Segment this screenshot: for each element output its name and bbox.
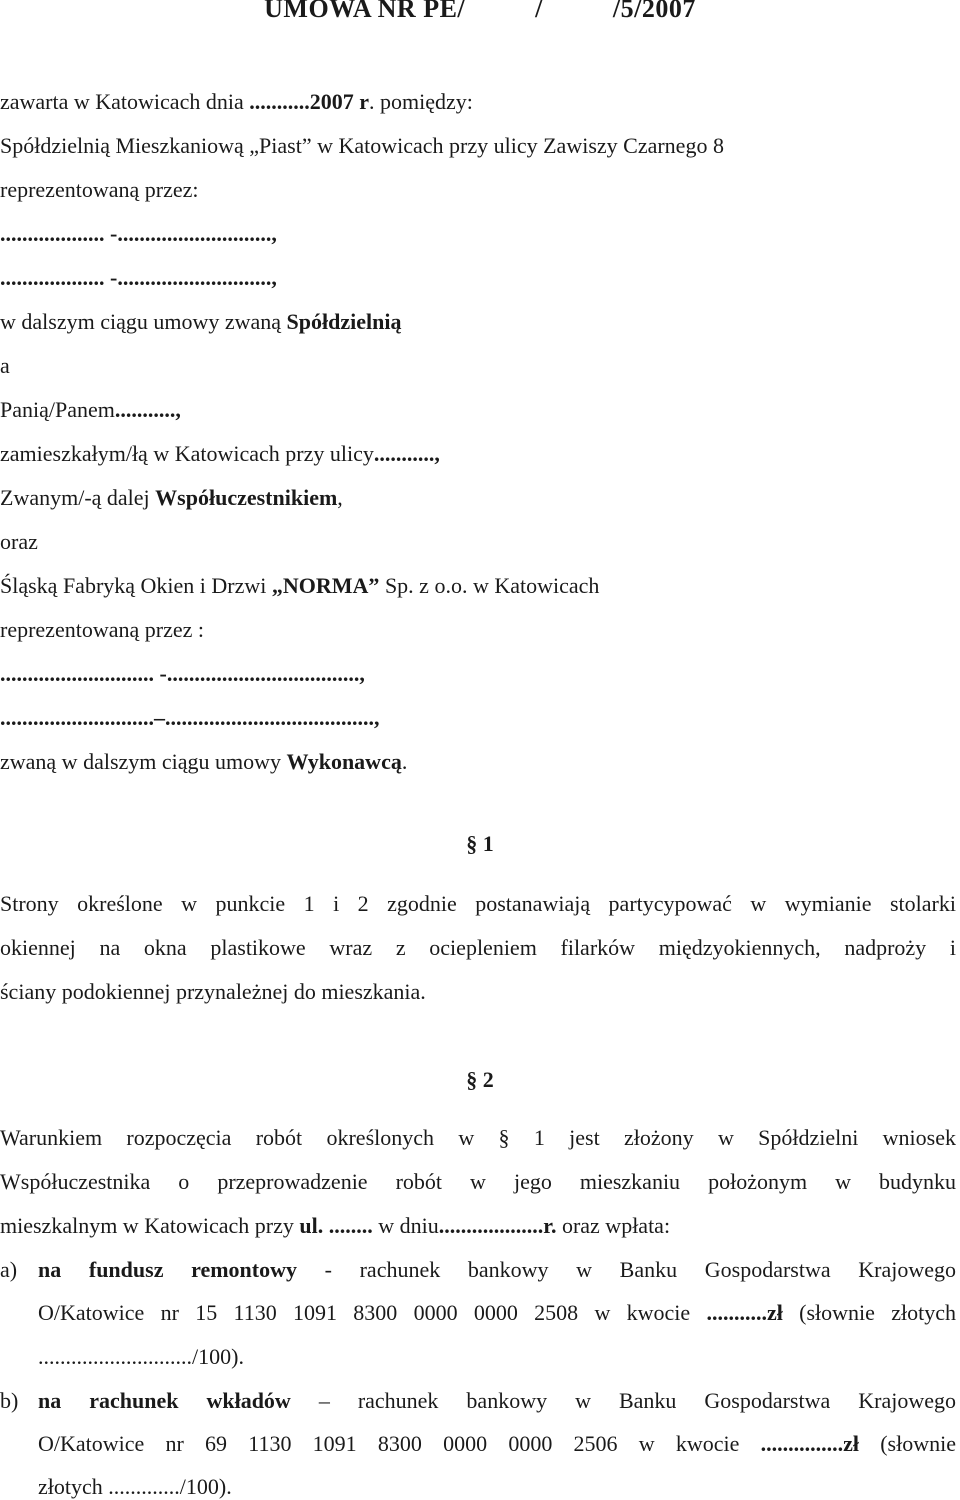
name-blank: ..........., [114, 397, 181, 422]
address-blank: ..........., [373, 441, 440, 466]
contractor-representative-blank-2: ............................–......................................, [0, 705, 380, 730]
representative-blank-2: ................... -............................, [0, 265, 277, 290]
text: . [401, 749, 408, 774]
contractor-represented-line: reprezentowaną przez : [0, 617, 204, 642]
text: w dniu [372, 1213, 439, 1238]
section-1-line-1: Strony określone w punkcie 1 i 2 zgodnie postanawiają partycypować w wymianie stolarki [0, 891, 956, 916]
participant-alias-line [0, 485, 343, 511]
contract-title: UMOWA NR PE/ / /5/2007 [264, 0, 696, 23]
text: (słownie [859, 1431, 956, 1456]
section-1-line-3: ściany podokiennej przynależnej do mieszkania. [0, 979, 426, 1004]
section-2-line-1: Warunkiem rozpoczęcia robót określonych w § 1 jest złożony w Spółdzielni wniosek [0, 1125, 956, 1150]
payment-title: na rachunek wkładów [38, 1388, 291, 1413]
item-a-line-3: ............................/100). [38, 1344, 244, 1369]
company-name: „NORMA” [271, 573, 380, 598]
text: – rachunek bankowy w Banku Gospodarstwa Krajowego [290, 1388, 956, 1413]
represented-by-line: reprezentowaną przez: [0, 177, 199, 202]
text: mieszkalnym w Katowicach przy [0, 1213, 300, 1238]
text: Panią/Panem [0, 397, 115, 422]
item-b-line-2 [38, 1431, 956, 1457]
conjunction-a: a [0, 353, 10, 378]
text: Śląską Fabryką Okien i Drzwi [0, 573, 272, 598]
section-1-heading: § 1 [466, 831, 494, 856]
date-blank: ...................r. [438, 1213, 557, 1238]
section-1-line-2: okiennej na okna plastikowe wraz z ociepleniem filarków międzyokiennych, nadproży i [0, 935, 956, 960]
amount-blank: ...............zł [760, 1431, 860, 1456]
text: zawarta w Katowicach dnia [0, 89, 250, 114]
text: - rachunek bankowy w Banku Gospodarstwa Krajowego [297, 1257, 956, 1282]
amount-blank: ...........zł [706, 1300, 783, 1325]
payment-title: na fundusz remontowy [38, 1257, 298, 1282]
text: , [337, 485, 343, 510]
text: (słownie złotych [782, 1300, 956, 1325]
text: O/Katowice nr 15 1130 1091 8300 0000 0000 2508 w kwocie [38, 1300, 707, 1325]
item-b-label: b) [0, 1388, 19, 1413]
representative-blank-1: ................... -............................, [0, 221, 277, 246]
cooperative-alias-line [0, 309, 401, 335]
date-blank: ...........2007 r [249, 89, 369, 114]
item-b-line-1 [38, 1388, 956, 1414]
text: zamieszkałym/łą w Katowicach przy ulicy [0, 441, 374, 466]
section-2-line-2: Współuczestnika o przeprowadzenie robót w jego mieszkaniu położonym w budynku [0, 1169, 956, 1194]
contract-date-line [0, 89, 473, 115]
participant-address-line [0, 441, 440, 467]
section-2-line-3 [0, 1213, 670, 1239]
cooperative-name-line: Spółdzielnią Mieszkaniową „Piast” w Katowicach przy ulicy Zawiszy Czarnego 8 [0, 133, 724, 158]
contractor-representative-blank-1: ............................ -..................................., [0, 661, 365, 686]
text: zwaną w dalszym ciągu umowy [0, 749, 287, 774]
party-alias: Spółdzielnią [286, 309, 402, 334]
section-2-heading: § 2 [466, 1067, 494, 1092]
text: Zwanym/-ą dalej [0, 485, 156, 510]
text: w dalszym ciągu umowy zwaną [0, 309, 287, 334]
conjunction-oraz: oraz [0, 529, 38, 554]
street-blank: ul. ........ [299, 1213, 373, 1238]
text: Sp. z o.o. w Katowicach [379, 573, 600, 598]
party-alias: Wykonawcą [286, 749, 402, 774]
contractor-alias-line [0, 749, 407, 775]
contractor-name-line [0, 573, 599, 599]
item-a-line-2 [38, 1300, 956, 1326]
item-b-line-3: złotych ............./100). [38, 1474, 232, 1499]
party-alias: Współuczestnikiem [155, 485, 338, 510]
text: . pomiędzy: [368, 89, 473, 114]
participant-name-line [0, 397, 181, 423]
text: oraz wpłata: [556, 1213, 671, 1238]
text: O/Katowice nr 69 1130 1091 8300 0000 0000 2506 w kwocie [38, 1431, 761, 1456]
item-a-label: a) [0, 1257, 18, 1282]
item-a-line-1 [38, 1257, 956, 1283]
